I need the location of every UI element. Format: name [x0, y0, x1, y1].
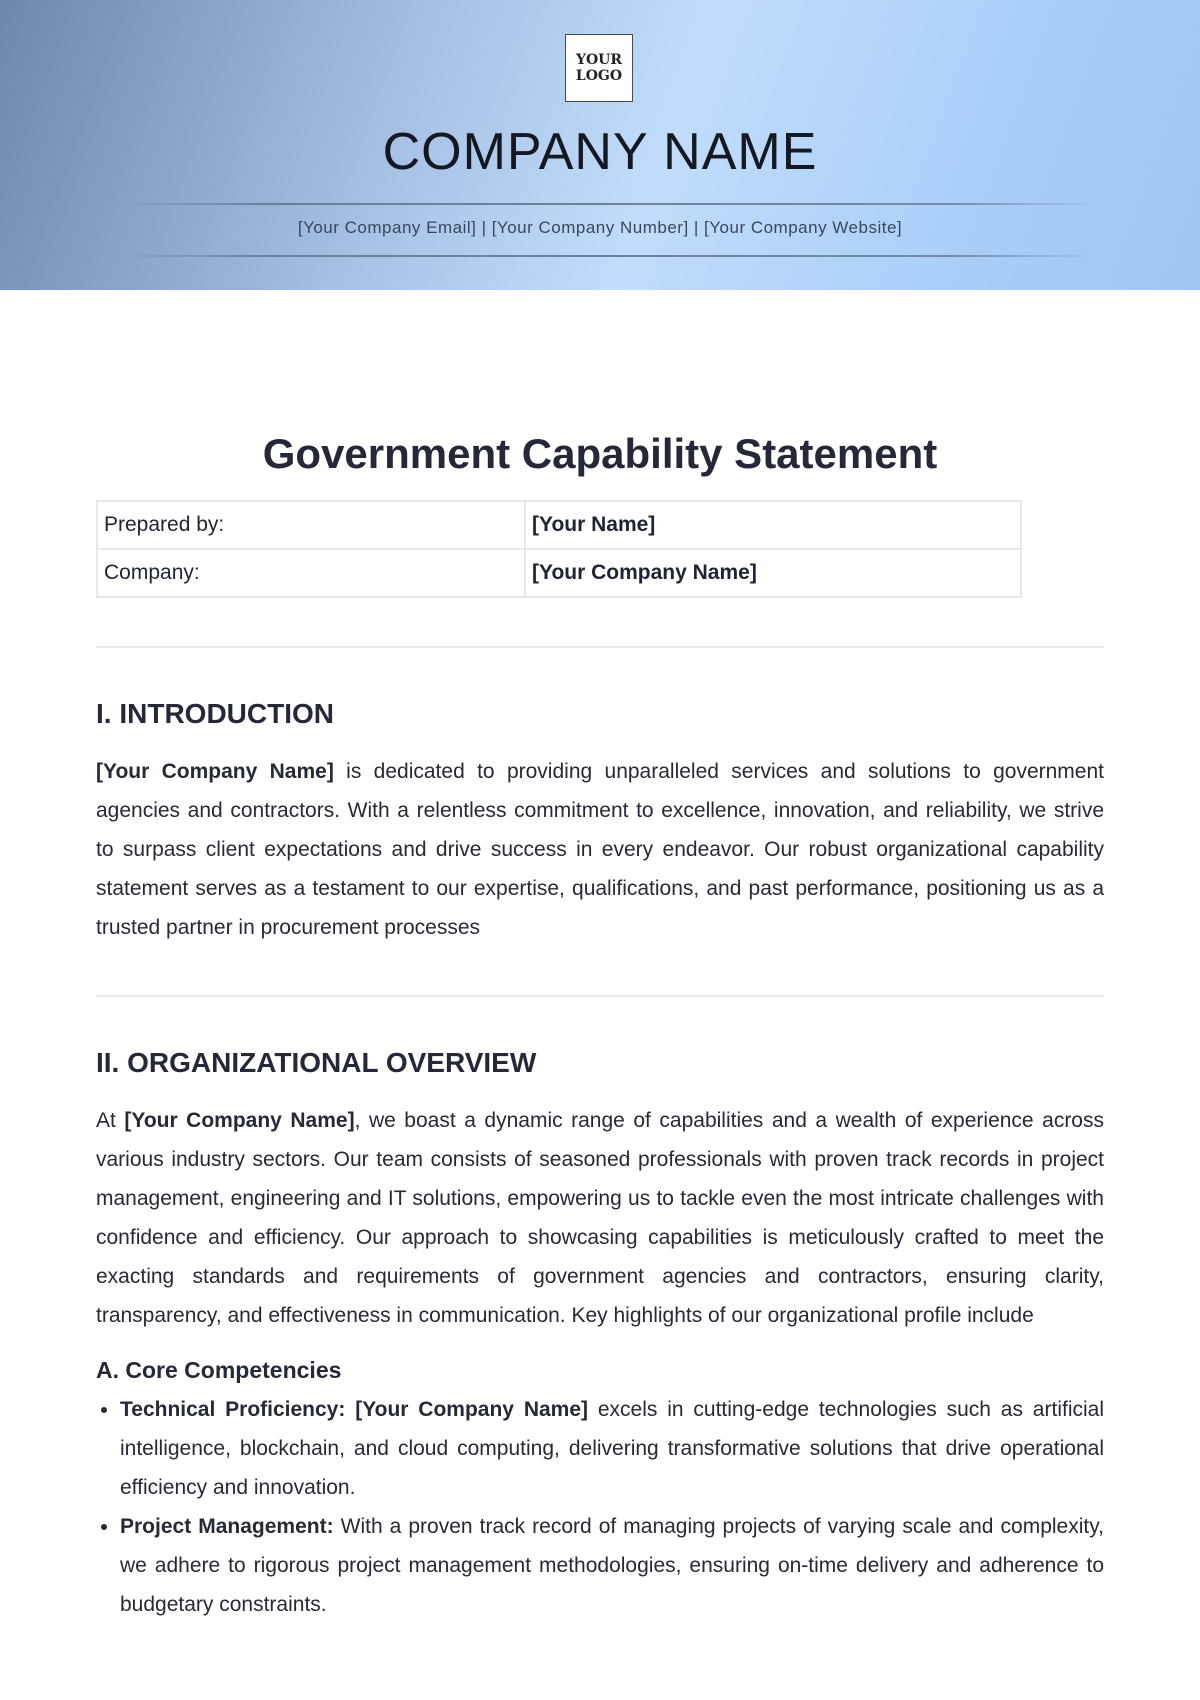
document-body — [96, 430, 1104, 1624]
introduction-text: is dedicated to providing unparalleled services and solutions to government agencies and contractors. With a relentless commitment to excellence, innovation, and reliability, we strive to surpass client expectations and drive success in every endeavor. Our robust organizational capability statement serves as a testament to our expertise, qualifications, and past performance, positioning us as a trusted partner in procurement processes — [96, 760, 1104, 939]
competency-title: Technical Proficiency: — [120, 1398, 346, 1421]
info-value: [Your Company Name] — [525, 549, 1021, 597]
section-divider — [96, 646, 1104, 648]
section-divider — [96, 995, 1104, 997]
document-header — [0, 0, 1200, 290]
info-label: Prepared by: — [97, 501, 525, 549]
info-label: Company: — [97, 549, 525, 597]
company-reference: [Your Company Name] — [96, 760, 334, 783]
logo-line-2: LOGO — [575, 68, 623, 84]
header-rule-bottom — [125, 255, 1095, 257]
company-reference: [Your Company Name] — [124, 1109, 355, 1132]
competency-title: Project Management: — [120, 1515, 334, 1538]
company-reference: [Your Company Name] — [355, 1398, 589, 1421]
overview-heading: II. ORGANIZATIONAL OVERVIEW — [96, 1047, 537, 1078]
company-name: COMPANY NAME — [382, 123, 818, 181]
introduction-paragraph — [96, 752, 1104, 947]
table-row — [97, 549, 1021, 597]
core-competencies-heading: A. Core Competencies — [96, 1357, 342, 1383]
introduction-heading: I. INTRODUCTION — [96, 698, 334, 729]
overview-prefix: At — [96, 1109, 125, 1132]
info-value: [Your Name] — [525, 501, 1021, 549]
company-contact-line: [Your Company Email] | [Your Company Number] | [Your Company Website] — [297, 218, 903, 237]
competency-text: With a proven track record of managing projects of varying scale and complexity, we adhere to rigorous project management methodologies, ensuring on-time delivery and adherence to budgetary constraints. — [120, 1515, 1104, 1616]
header-rule-top — [125, 203, 1095, 205]
table-row — [97, 501, 1021, 549]
company-logo — [565, 34, 633, 102]
overview-paragraph — [96, 1101, 1104, 1335]
info-table — [96, 500, 1022, 598]
list-item — [120, 1390, 1104, 1507]
overview-text: , we boast a dynamic range of capabilities and a wealth of experience across various industry sectors. Our team consists of seasoned professionals with proven track records in project management, engineering and IT solutions, empowering us to tackle even the most intricate challenges with confidence and efficiency. Our approach to showcasing capabilities is meticulously crafted to meet the exacting standards and requirements of government agencies and contractors, ensuring clarity, transparency, and effectiveness in communication. Key highlights of our organizational profile include — [96, 1109, 1104, 1327]
document-title: Government Capability Statement — [262, 430, 938, 477]
core-competencies-list — [96, 1390, 1104, 1624]
list-item — [120, 1507, 1104, 1624]
competency-text: excels in cutting-edge technologies such as artificial intelligence, blockchain, and cloud computing, delivering transformative solutions that drive operational efficiency and innovation. — [120, 1398, 1104, 1499]
logo-line-1: YOUR — [575, 52, 623, 68]
